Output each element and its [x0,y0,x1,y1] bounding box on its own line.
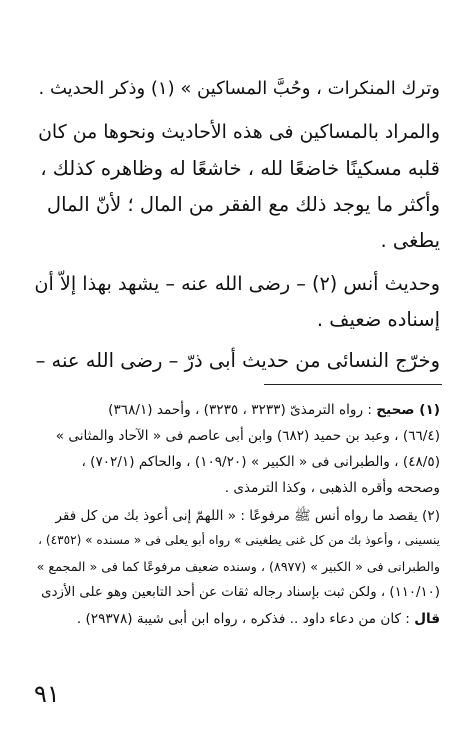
body-line-7: إسناده ضعيف . [316,308,440,331]
footnote-1-text: : رواه الترمذىّ (٣٢٣٣ ، ٣٢٣٥) ، وأحمد (٣٦٨/١) [108,402,372,418]
footnote-2-line-5 [77,611,440,627]
footnote-2-line-4: (١١٠/١٠) ، ولكن ثبت بإسناد رجاله ثقات عن أحد التابعين وهو على الأزدى [41,585,440,600]
footnote-1-line-1 [108,402,440,418]
footnote-2-last-text: : كان من دعاء داود .. فذكره ، رواه ابن أبى شيبة (٢٩٣٧٨) . [76,611,410,627]
body-line-5: يطغى . [380,229,440,252]
body-line-1: وترك المنكرات ، وحُبَّ المساكين » (١) وذكر الحديث . [38,78,440,99]
footnote-2-qala-label: قال [414,611,440,627]
page-number: ٩١ [34,680,60,708]
footnote-separator [264,384,442,385]
body-line-2: والمراد بالمساكين فى هذه الأحاديث ونحوها من كان [38,121,440,143]
footnote-2-line-1: (٢) يقصد ما رواه أنس ﷺ مرفوعًا : « اللهمّ إنى أعوذ بك من كل فقر [55,508,440,524]
body-line-6: وحديث أنس (٢) – رضى الله عنه – يشهد بهذا إلاّ أن [34,272,440,295]
footnote-1-label: (١) صحيح [376,402,440,418]
footnote-1-line-2: (٦٦/٤) ، وعبد بن حميد (٦٨٢) وابن أبى عاصم فى « الآحاد والمثانى » [55,428,440,444]
body-line-4: وأكثر ما يوجد ذلك مع الفقر من المال ؛ لأنّ المال [46,193,440,216]
footnote-1-line-3: (٤٨/٥) ، والطبرانى فى « الكبير » (١٠٩/٢٠) ، والحاكم (٧٠٢/١) ، [81,454,440,470]
footnote-1-line-4: وصححه وأقره الذهبى ، وكذا الترمذى . [224,480,440,496]
footnote-2-line-3: والطبرانى فى « الكبير » (٨٩٧٧) ، وسنده ضعيف مرفوعًا كما فى « المجمع » [36,559,440,574]
body-line-3: قلبه مسكينًا خاضعًا لله ، خاشعًا له وظاهره كذلك ، [40,157,440,180]
body-line-8: وخرّج النسائى من حديث أبى ذرّ – رضى الله عنه – [35,349,440,372]
footnote-2-line-2: ينسينى ، وأعوذ بك من كل غنى يطغينى » رواه أبو يعلى فى « مسنده » (٤٣٥٢) ، [38,533,440,547]
